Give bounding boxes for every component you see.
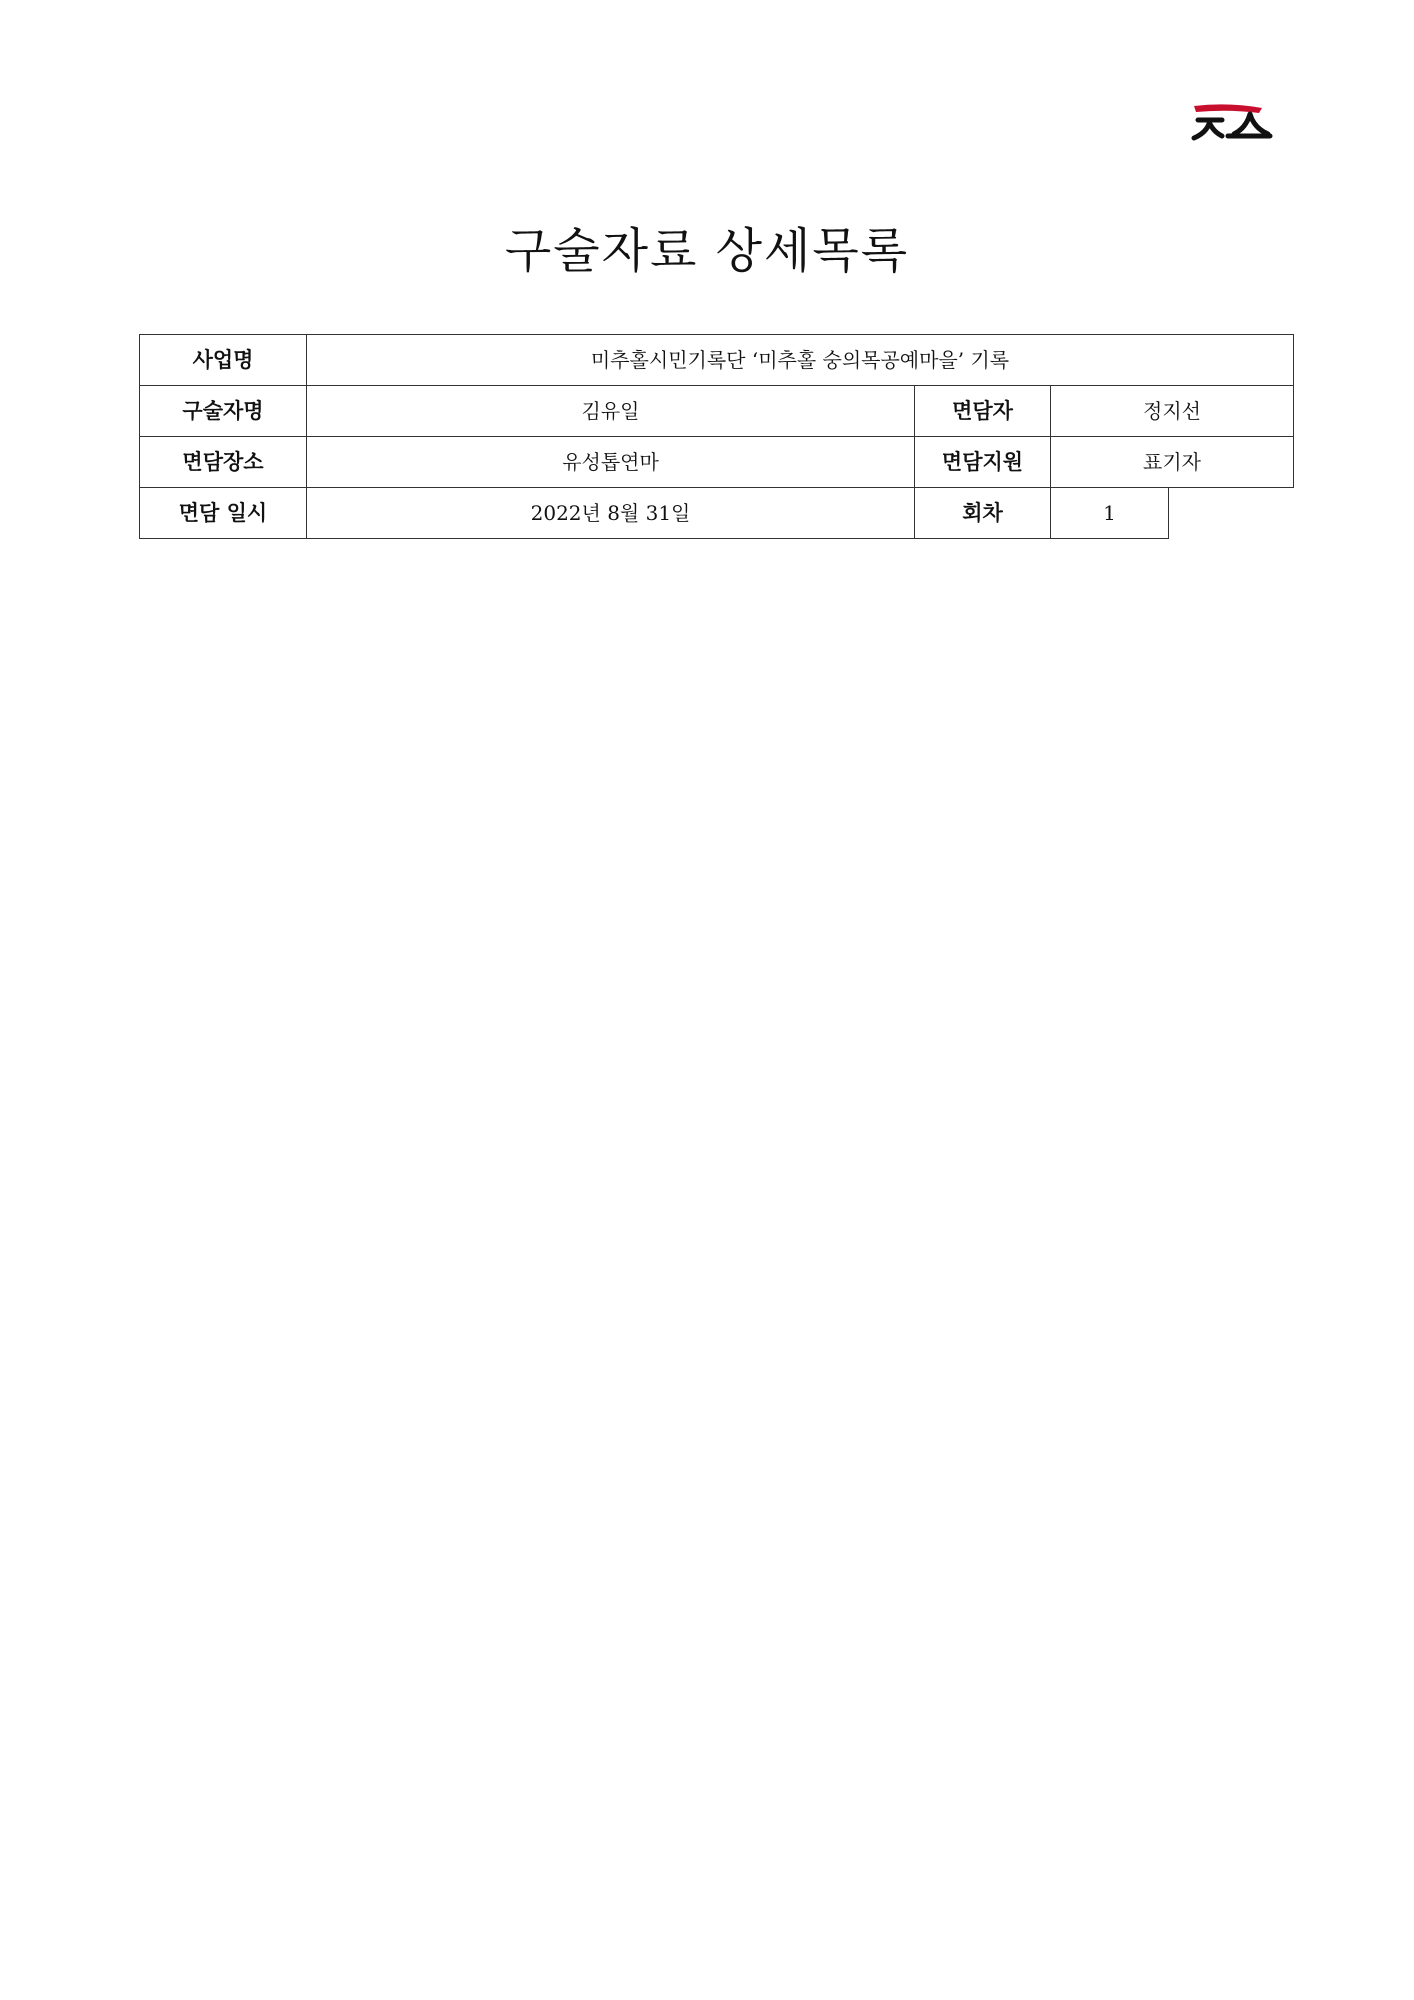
page-title: 구술자료 상세목록 xyxy=(504,223,910,279)
session-value: 1 xyxy=(1051,488,1169,539)
narrator-label: 구술자명 xyxy=(140,386,307,437)
interviewer-value: 정지선 xyxy=(1051,386,1294,437)
place-label: 면담장소 xyxy=(140,437,307,488)
narrator-value: 김유일 xyxy=(307,386,915,437)
organization-logo-icon xyxy=(1188,100,1284,142)
project-value: 미추홀시민기록단 ‘미추홀 숭의목공예마을’ 기록 xyxy=(307,335,1294,386)
session-label: 회차 xyxy=(915,488,1051,539)
support-value: 표기자 xyxy=(1051,437,1294,488)
place-value: 유성톱연마 xyxy=(307,437,915,488)
support-label: 면담지원 xyxy=(915,437,1051,488)
project-label: 사업명 xyxy=(140,335,307,386)
interviewer-label: 면담자 xyxy=(915,386,1051,437)
oral-record-table xyxy=(139,334,1294,539)
date-value: 2022년 8월 31일 xyxy=(307,488,915,539)
date-label: 면담 일시 xyxy=(140,488,307,539)
